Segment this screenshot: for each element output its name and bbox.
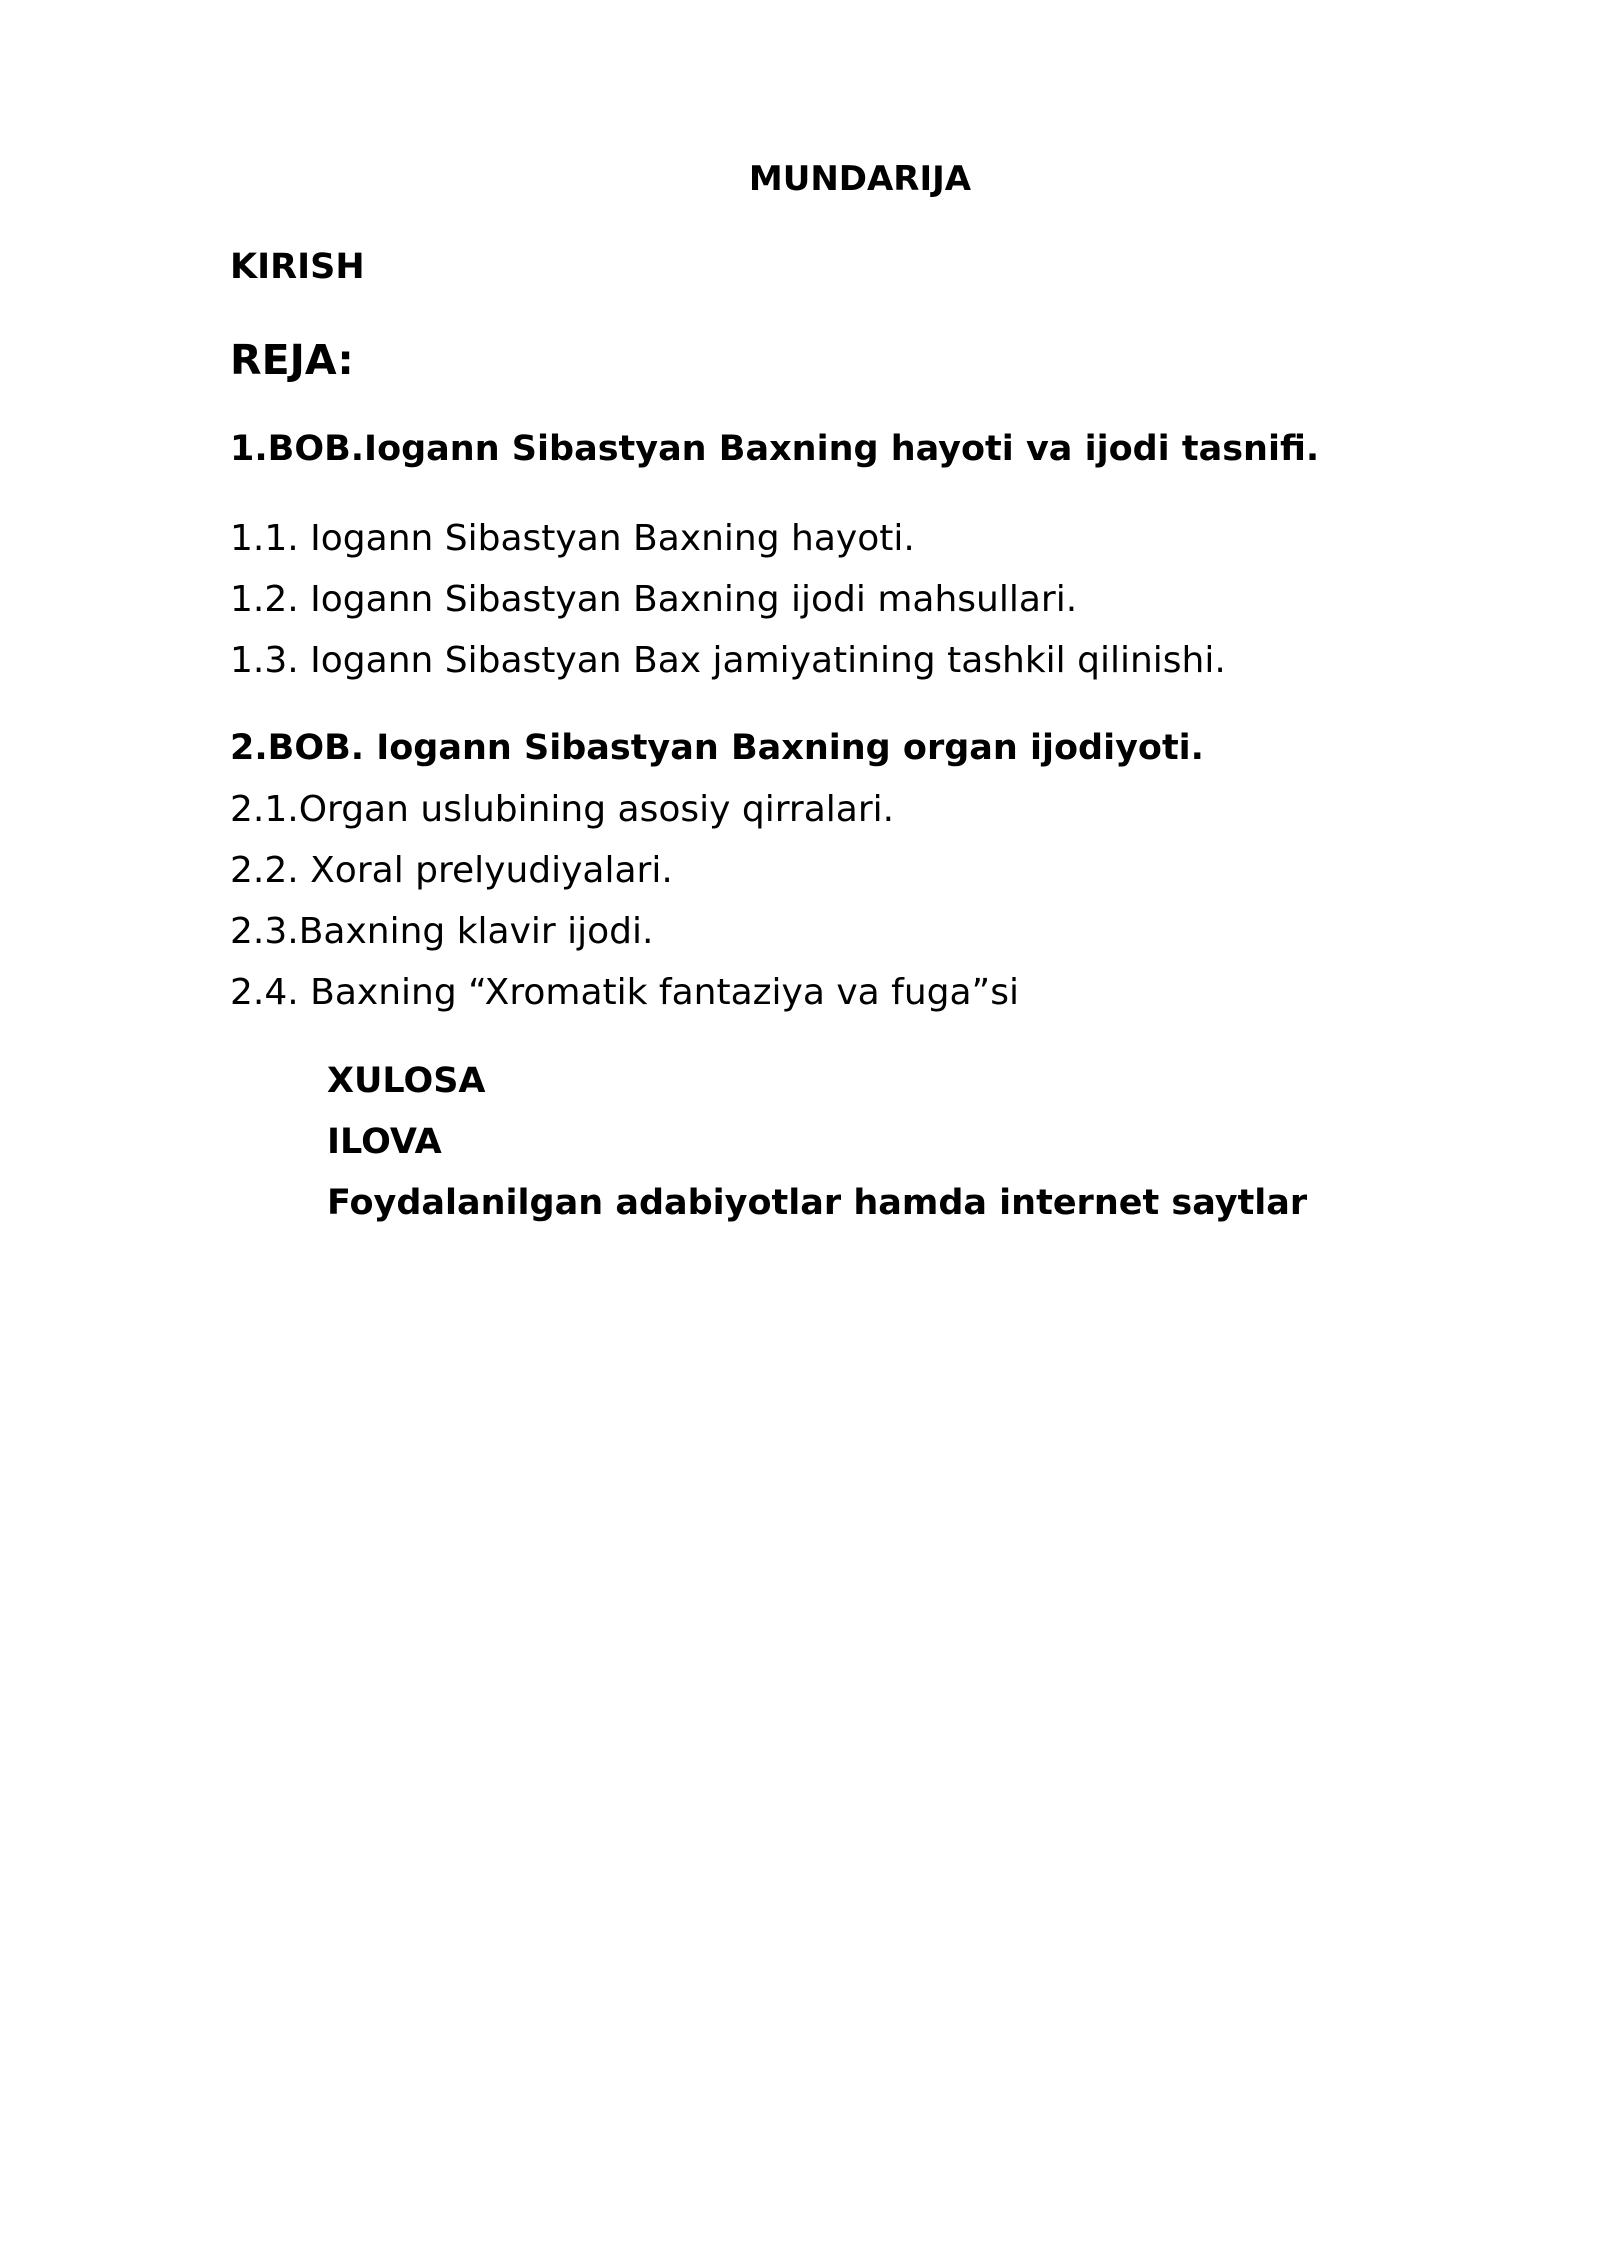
intro-heading: KIRISH (230, 247, 365, 287)
section-item: 2.1.Organ uslubining asosiy qirralari. (230, 789, 895, 830)
chapter-heading-2: 2.BOB. Iogann Sibastyan Baxning organ ijodiyoti. (230, 728, 1204, 768)
plan-label: REJA: (230, 336, 354, 384)
section-item: 2.4. Baxning “Xromatik fantaziya va fuga”si (230, 972, 1019, 1013)
section-item: 1.3. Iogann Sibastyan Bax jamiyatining tashkil qilinishi. (230, 640, 1226, 681)
appendix-heading: ILOVA (327, 1122, 442, 1162)
conclusion-heading: XULOSA (327, 1061, 486, 1101)
page-title: MUNDARIJA (748, 159, 972, 199)
section-item: 1.2. Iogann Sibastyan Baxning ijodi mahsullari. (230, 579, 1078, 620)
chapter-heading-1: 1.BOB.Iogann Sibastyan Baxning hayoti va ijodi tasnifi. (230, 429, 1320, 469)
section-item: 2.3.Baxning klavir ijodi. (230, 911, 654, 952)
references-heading: Foydalanilgan adabiyotlar hamda internet saytlar (327, 1183, 1308, 1223)
section-item: 2.2. Xoral prelyudiyalari. (230, 850, 673, 891)
section-item: 1.1. Iogann Sibastyan Baxning hayoti. (230, 518, 915, 559)
